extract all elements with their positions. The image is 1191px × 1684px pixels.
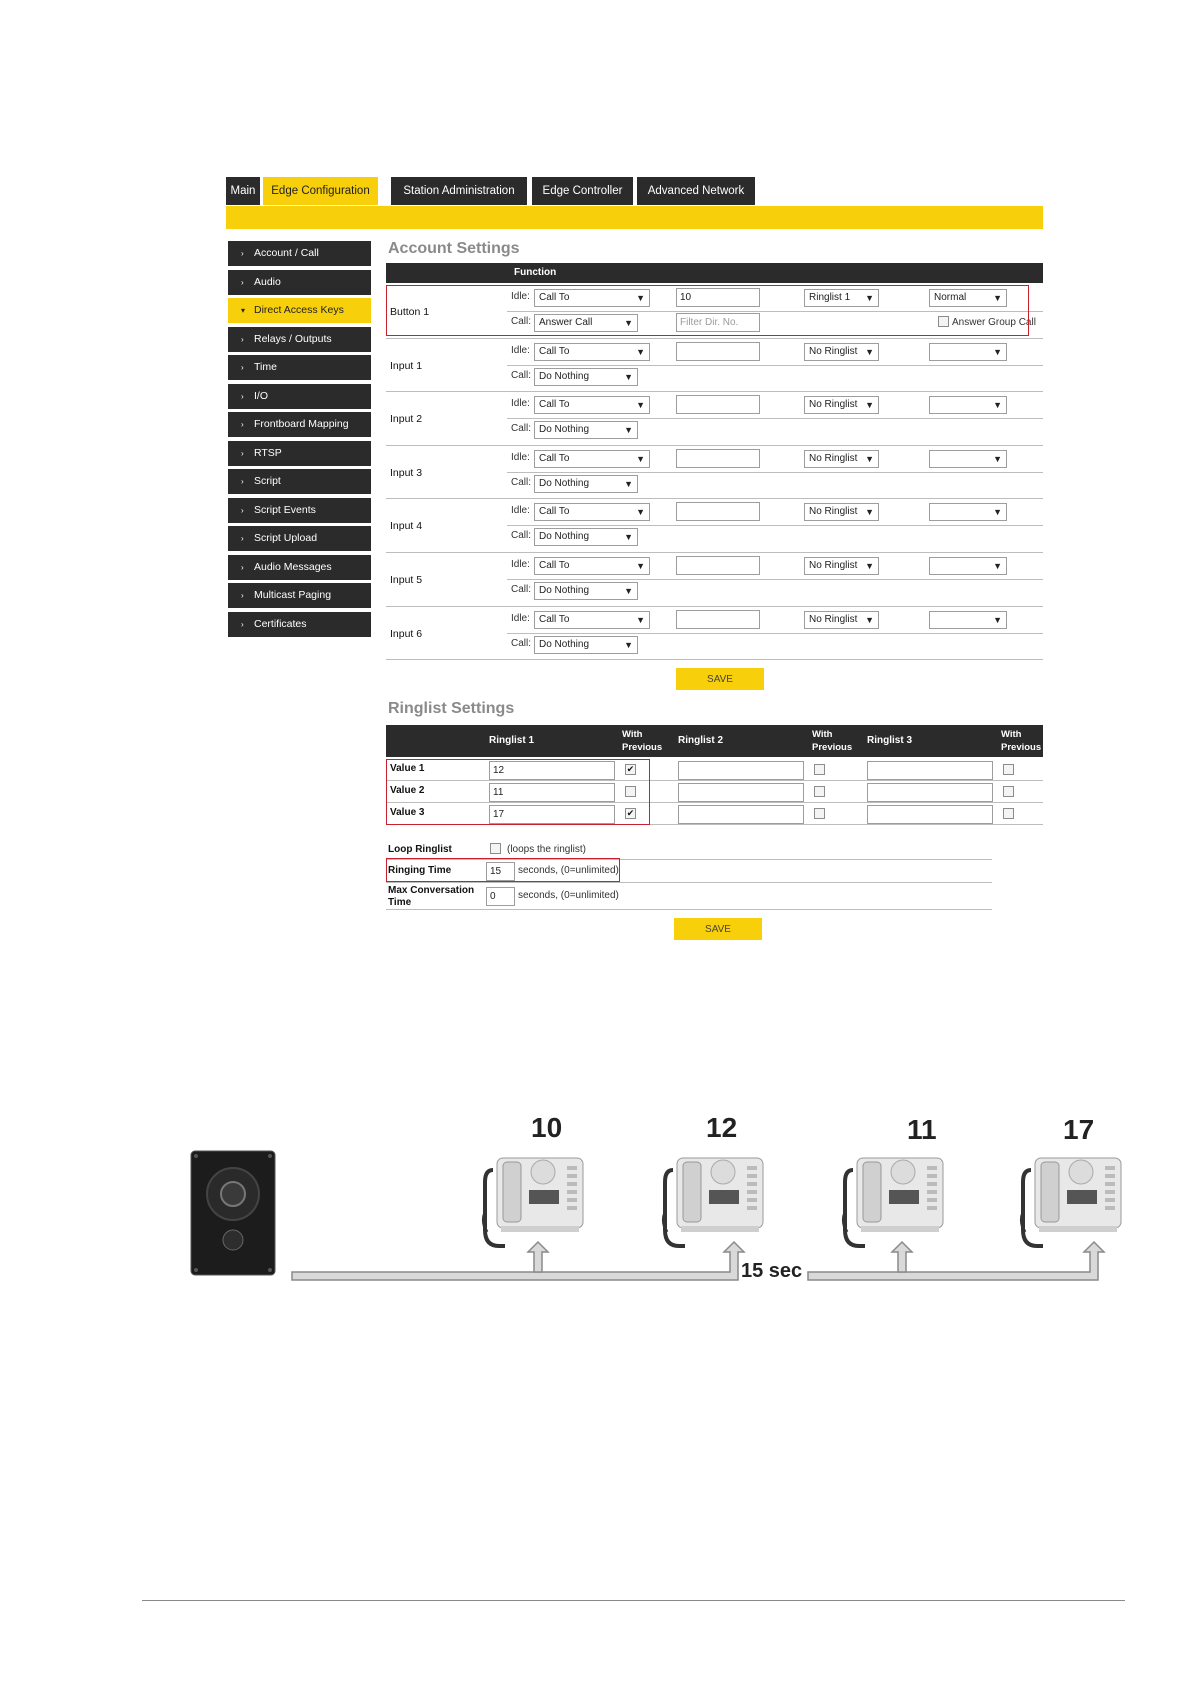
ringlist-value-input[interactable]: 12 [489, 761, 615, 780]
select-value: No Ringlist [809, 560, 858, 571]
sidebar-item-label: Script [254, 475, 281, 487]
idle-action-select[interactable] [534, 343, 650, 361]
account-row [386, 339, 1043, 393]
select-value: No Ringlist [809, 345, 858, 357]
call-action-select[interactable] [534, 475, 638, 493]
account-row [386, 499, 1043, 553]
chevron-down-icon: ▾ [241, 306, 246, 315]
ringlist-header [386, 725, 1043, 757]
call-prefix: Call: [511, 423, 532, 435]
idle-prefix: Idle: [511, 612, 530, 624]
sidebar-item-io[interactable] [228, 384, 371, 409]
select-value: No Ringlist [809, 399, 858, 411]
dropdown-arrow-icon: ▼ [636, 453, 645, 464]
chevron-right-icon: › [241, 420, 244, 429]
chevron-right-icon: › [241, 534, 244, 543]
answer-group-checkbox[interactable] [938, 316, 949, 327]
ringing-time-label: Ringing Time [388, 865, 452, 876]
row-divider [507, 418, 1043, 419]
dropdown-arrow-icon: ▼ [993, 507, 1002, 518]
select-value: No Ringlist [809, 506, 858, 518]
select-value: Call To [539, 452, 570, 464]
ringlist-value-input[interactable]: 17 [489, 805, 615, 824]
idle-action-select[interactable] [534, 611, 650, 629]
row-label: Value 1 [390, 763, 425, 774]
loop-ringlist-row [386, 840, 992, 860]
accent-bar [226, 206, 1043, 229]
select-value: Do Nothing [539, 424, 590, 436]
select-value: Do Nothing [539, 531, 590, 543]
idle-prefix: Idle: [511, 451, 530, 463]
call-action-select[interactable] [534, 582, 638, 600]
with-previous-header: With Previous [1001, 729, 1042, 753]
sidebar-item-label: Multicast Paging [254, 589, 332, 601]
sidebar-item-label: Account / Call [254, 247, 319, 259]
ringlist-select[interactable] [804, 450, 879, 468]
select-value: No Ringlist [809, 613, 858, 625]
desk-phone-icon [481, 1152, 591, 1252]
footer-divider [142, 1600, 1125, 1601]
dropdown-arrow-icon: ▼ [993, 453, 1002, 464]
station-number-3: 11 [907, 1114, 937, 1145]
row-label: Input 3 [390, 466, 423, 479]
account-row [386, 553, 1043, 607]
select-value: Answer Call [539, 317, 593, 328]
ringlist-select[interactable] [804, 611, 879, 629]
with-previous-checkbox[interactable] [814, 786, 825, 797]
priority-select[interactable] [929, 450, 1007, 468]
sidebar-item-audio-messages[interactable] [228, 555, 371, 580]
row-divider [507, 472, 1043, 473]
dropdown-arrow-icon: ▼ [993, 293, 1002, 303]
dropdown-arrow-icon: ▼ [624, 318, 633, 328]
station-number-1: 10 [531, 1112, 563, 1143]
idle-action-select[interactable] [534, 503, 650, 521]
max-conversation-input[interactable]: 0 [486, 887, 515, 906]
tab-main[interactable]: Main [226, 177, 260, 205]
loop-ringlist-hint: (loops the ringlist) [507, 844, 586, 855]
select-value: Call To [539, 560, 570, 571]
tab-station-administration[interactable]: Station Administration [391, 177, 527, 205]
sidebar-item-multicast-paging[interactable] [228, 583, 371, 608]
sidebar-item-label: Script Upload [254, 532, 318, 544]
chevron-right-icon: › [241, 334, 244, 344]
ringlist-1-header: Ringlist 1 [489, 735, 535, 746]
dropdown-arrow-icon: ▼ [636, 507, 645, 518]
max-conversation-row [386, 883, 992, 910]
ringlist-row [386, 803, 1043, 825]
row-label: Value 3 [390, 807, 425, 818]
ringlist-select[interactable] [804, 557, 879, 575]
chevron-right-icon: › [241, 363, 244, 372]
account-row [386, 607, 1043, 661]
number-input[interactable] [676, 502, 760, 521]
ringlist-row [386, 781, 1043, 803]
ringlist-select[interactable] [804, 343, 879, 361]
idle-action-select[interactable] [534, 450, 650, 468]
chevron-right-icon: › [241, 448, 244, 458]
sidebar-item-label: Script Events [254, 503, 316, 516]
delay-label: 15 sec [741, 1260, 803, 1282]
ringlist-value-input[interactable] [867, 783, 993, 802]
sidebar-item-label: Certificates [254, 617, 307, 630]
idle-action-select[interactable] [534, 289, 650, 307]
row-divider [507, 579, 1043, 580]
call-prefix: Call: [511, 369, 532, 381]
with-previous-checkbox[interactable]: ✔ [626, 764, 635, 774]
row-divider [507, 525, 1043, 526]
row-label: Input 1 [390, 359, 423, 372]
with-previous-checkbox[interactable]: ✔ [626, 808, 635, 818]
chevron-right-icon: › [241, 277, 244, 287]
ringlist-select[interactable] [804, 503, 879, 521]
sidebar-item-frontboard-mapping[interactable] [228, 412, 371, 437]
select-value: Call To [539, 399, 570, 411]
save-ringlist-button[interactable]: SAVE [674, 918, 762, 940]
call-sequence-diagram [0, 1100, 1191, 1300]
select-value: No Ringlist [809, 452, 858, 464]
row-label: Input 5 [390, 574, 423, 586]
ringlist-value-input[interactable] [867, 761, 993, 780]
function-header [386, 263, 1043, 283]
call-action-select[interactable] [534, 368, 638, 386]
dropdown-arrow-icon: ▼ [624, 371, 633, 382]
dropdown-arrow-icon: ▼ [865, 561, 874, 571]
idle-action-select[interactable] [534, 557, 650, 575]
save-account-button[interactable]: SAVE [676, 668, 764, 690]
ringlist-value-input[interactable] [867, 805, 993, 824]
dropdown-arrow-icon: ▼ [993, 561, 1002, 571]
dropdown-arrow-icon: ▼ [865, 346, 874, 357]
with-previous-checkbox[interactable] [1003, 764, 1014, 775]
account-settings-title: Account Settings [388, 240, 520, 257]
call-prefix: Call: [511, 316, 532, 327]
select-value: Call To [539, 292, 570, 303]
desk-phone-icon [1019, 1152, 1129, 1252]
dropdown-arrow-icon: ▼ [636, 346, 645, 357]
dropdown-arrow-icon: ▼ [865, 400, 874, 411]
with-previous-header: With Previous [622, 729, 663, 753]
number-input[interactable] [676, 342, 760, 361]
call-action-select[interactable] [534, 314, 638, 332]
call-prefix: Call: [511, 530, 532, 542]
tab-edge-controller[interactable]: Edge Controller [532, 177, 633, 205]
chevron-right-icon: › [241, 505, 244, 515]
sidebar-item-label: Frontboard Mapping [254, 418, 349, 430]
row-label: Button 1 [390, 306, 430, 318]
sidebar-item-relays-outputs[interactable] [228, 327, 371, 352]
number-input[interactable] [676, 395, 760, 414]
desk-phone-icon [841, 1152, 951, 1252]
dropdown-arrow-icon: ▼ [624, 586, 633, 596]
sidebar-item-script-upload[interactable] [228, 526, 371, 551]
ringing-time-input[interactable]: 15 [486, 862, 515, 881]
max-conversation-hint: seconds, (0=unlimited) [518, 890, 619, 901]
ringlist-2-header: Ringlist 2 [678, 735, 724, 746]
chevron-right-icon: › [241, 619, 244, 629]
sidebar-item-time[interactable] [228, 355, 371, 380]
sidebar-item-direct-access-keys[interactable] [228, 298, 371, 323]
sidebar-item-label: RTSP [254, 446, 282, 459]
select-value: Call To [539, 506, 570, 518]
dropdown-arrow-icon: ▼ [865, 453, 874, 464]
row-label: Input 6 [390, 627, 423, 640]
ringlist-select[interactable] [804, 289, 879, 307]
select-value: Call To [539, 345, 570, 357]
idle-prefix: Idle: [511, 344, 530, 356]
call-prefix: Call: [511, 476, 532, 488]
desk-phone-icon [661, 1152, 771, 1252]
ringlist-select[interactable] [804, 396, 879, 414]
dropdown-arrow-icon: ▼ [636, 293, 645, 303]
call-action-select[interactable] [534, 636, 638, 654]
call-action-select[interactable] [534, 528, 638, 546]
idle-prefix: Idle: [511, 505, 530, 517]
priority-select[interactable] [929, 343, 1007, 361]
dropdown-arrow-icon: ▼ [993, 400, 1002, 411]
number-input[interactable] [676, 610, 760, 629]
station-number-2: 12 [706, 1112, 738, 1143]
ringlist-3-header: Ringlist 3 [867, 735, 913, 746]
number-input[interactable]: 10 [676, 288, 760, 307]
idle-prefix: Idle: [511, 559, 530, 570]
chevron-right-icon: › [241, 477, 244, 486]
select-value: Do Nothing [539, 638, 590, 650]
dropdown-arrow-icon: ▼ [624, 478, 633, 489]
account-row [386, 285, 1043, 339]
loop-ringlist-checkbox[interactable] [490, 843, 501, 854]
with-previous-checkbox[interactable] [814, 764, 825, 775]
ringing-time-hint: seconds, (0=unlimited) [518, 865, 619, 876]
answer-group-label: Answer Group Call [952, 317, 1036, 328]
sidebar-item-audio[interactable] [228, 270, 371, 295]
priority-select[interactable] [929, 611, 1007, 629]
select-value: Do Nothing [539, 370, 590, 382]
idle-prefix: Idle: [511, 398, 530, 410]
loop-ringlist-label: Loop Ringlist [388, 844, 452, 855]
ringlist-value-input[interactable] [678, 805, 804, 824]
sidebar-item-label: I/O [254, 389, 269, 402]
dropdown-arrow-icon: ▼ [865, 614, 874, 625]
sidebar-item-label: Direct Access Keys [254, 304, 344, 316]
dropdown-arrow-icon: ▼ [865, 507, 874, 518]
sidebar-item-label: Audio [254, 275, 281, 288]
filter-dir-input[interactable]: Filter Dir. No. [676, 313, 760, 332]
row-label: Value 2 [390, 785, 425, 796]
row-label: Input 4 [390, 520, 423, 533]
chevron-right-icon: › [241, 562, 244, 572]
select-value: Call To [539, 613, 570, 625]
chevron-right-icon: › [241, 391, 244, 401]
select-value: Normal [934, 292, 967, 303]
dropdown-arrow-icon: ▼ [636, 561, 645, 571]
number-input[interactable] [676, 556, 760, 575]
row-divider [507, 311, 1043, 312]
sidebar-item-account-call[interactable] [228, 241, 371, 266]
priority-select[interactable] [929, 289, 1007, 307]
sidebar [228, 241, 371, 640]
sidebar-item-label: Time [254, 361, 277, 373]
tab-advanced-network[interactable]: Advanced Network [637, 177, 755, 205]
sidebar-item-script-events[interactable] [228, 498, 371, 523]
select-value: Do Nothing [539, 477, 590, 489]
row-label: Input 2 [390, 413, 423, 426]
station-number-4: 17 [1063, 1114, 1095, 1145]
ringlist-value-input[interactable] [678, 783, 804, 802]
call-prefix: Call: [511, 637, 532, 649]
idle-prefix: Idle: [511, 291, 530, 302]
with-previous-checkbox[interactable] [1003, 808, 1014, 819]
chevron-right-icon: › [241, 249, 244, 258]
function-header-label: Function [514, 267, 557, 278]
dropdown-arrow-icon: ▼ [865, 293, 874, 303]
select-value: Do Nothing [539, 585, 590, 596]
priority-select[interactable] [929, 396, 1007, 414]
dropdown-arrow-icon: ▼ [624, 425, 633, 436]
sidebar-item-certificates[interactable] [228, 612, 371, 637]
priority-select[interactable] [929, 503, 1007, 521]
idle-action-select[interactable] [534, 396, 650, 414]
call-action-select[interactable] [534, 421, 638, 439]
with-previous-header: With Previous [812, 729, 853, 753]
number-input[interactable] [676, 449, 760, 468]
account-row [386, 446, 1043, 500]
dropdown-arrow-icon: ▼ [993, 346, 1002, 357]
ringing-time-row [386, 860, 992, 883]
row-divider [507, 365, 1043, 366]
dropdown-arrow-icon: ▼ [624, 639, 633, 650]
ringlist-row [386, 759, 1043, 781]
priority-select[interactable] [929, 557, 1007, 575]
account-row [386, 392, 1043, 446]
sidebar-item-script[interactable] [228, 469, 371, 494]
with-previous-checkbox[interactable] [1003, 786, 1014, 797]
dropdown-arrow-icon: ▼ [636, 400, 645, 411]
chevron-right-icon: › [241, 591, 244, 600]
dropdown-arrow-icon: ▼ [993, 614, 1002, 625]
dropdown-arrow-icon: ▼ [624, 532, 633, 543]
tab-edge-configuration[interactable]: Edge Configuration [263, 177, 378, 205]
call-prefix: Call: [511, 584, 532, 595]
with-previous-checkbox[interactable] [814, 808, 825, 819]
sidebar-item-label: Relays / Outputs [254, 332, 332, 345]
select-value: Ringlist 1 [809, 292, 851, 303]
ringlist-settings-title: Ringlist Settings [388, 700, 515, 717]
row-divider [507, 633, 1043, 634]
sidebar-item-rtsp[interactable] [228, 441, 371, 466]
with-previous-checkbox[interactable] [625, 786, 636, 797]
max-conversation-label: Max Conversation Time [388, 885, 475, 908]
door-station-icon [190, 1150, 276, 1276]
dropdown-arrow-icon: ▼ [636, 614, 645, 625]
ringlist-value-input[interactable] [678, 761, 804, 780]
ringlist-value-input[interactable]: 11 [489, 783, 615, 802]
sidebar-item-label: Audio Messages [254, 560, 332, 573]
